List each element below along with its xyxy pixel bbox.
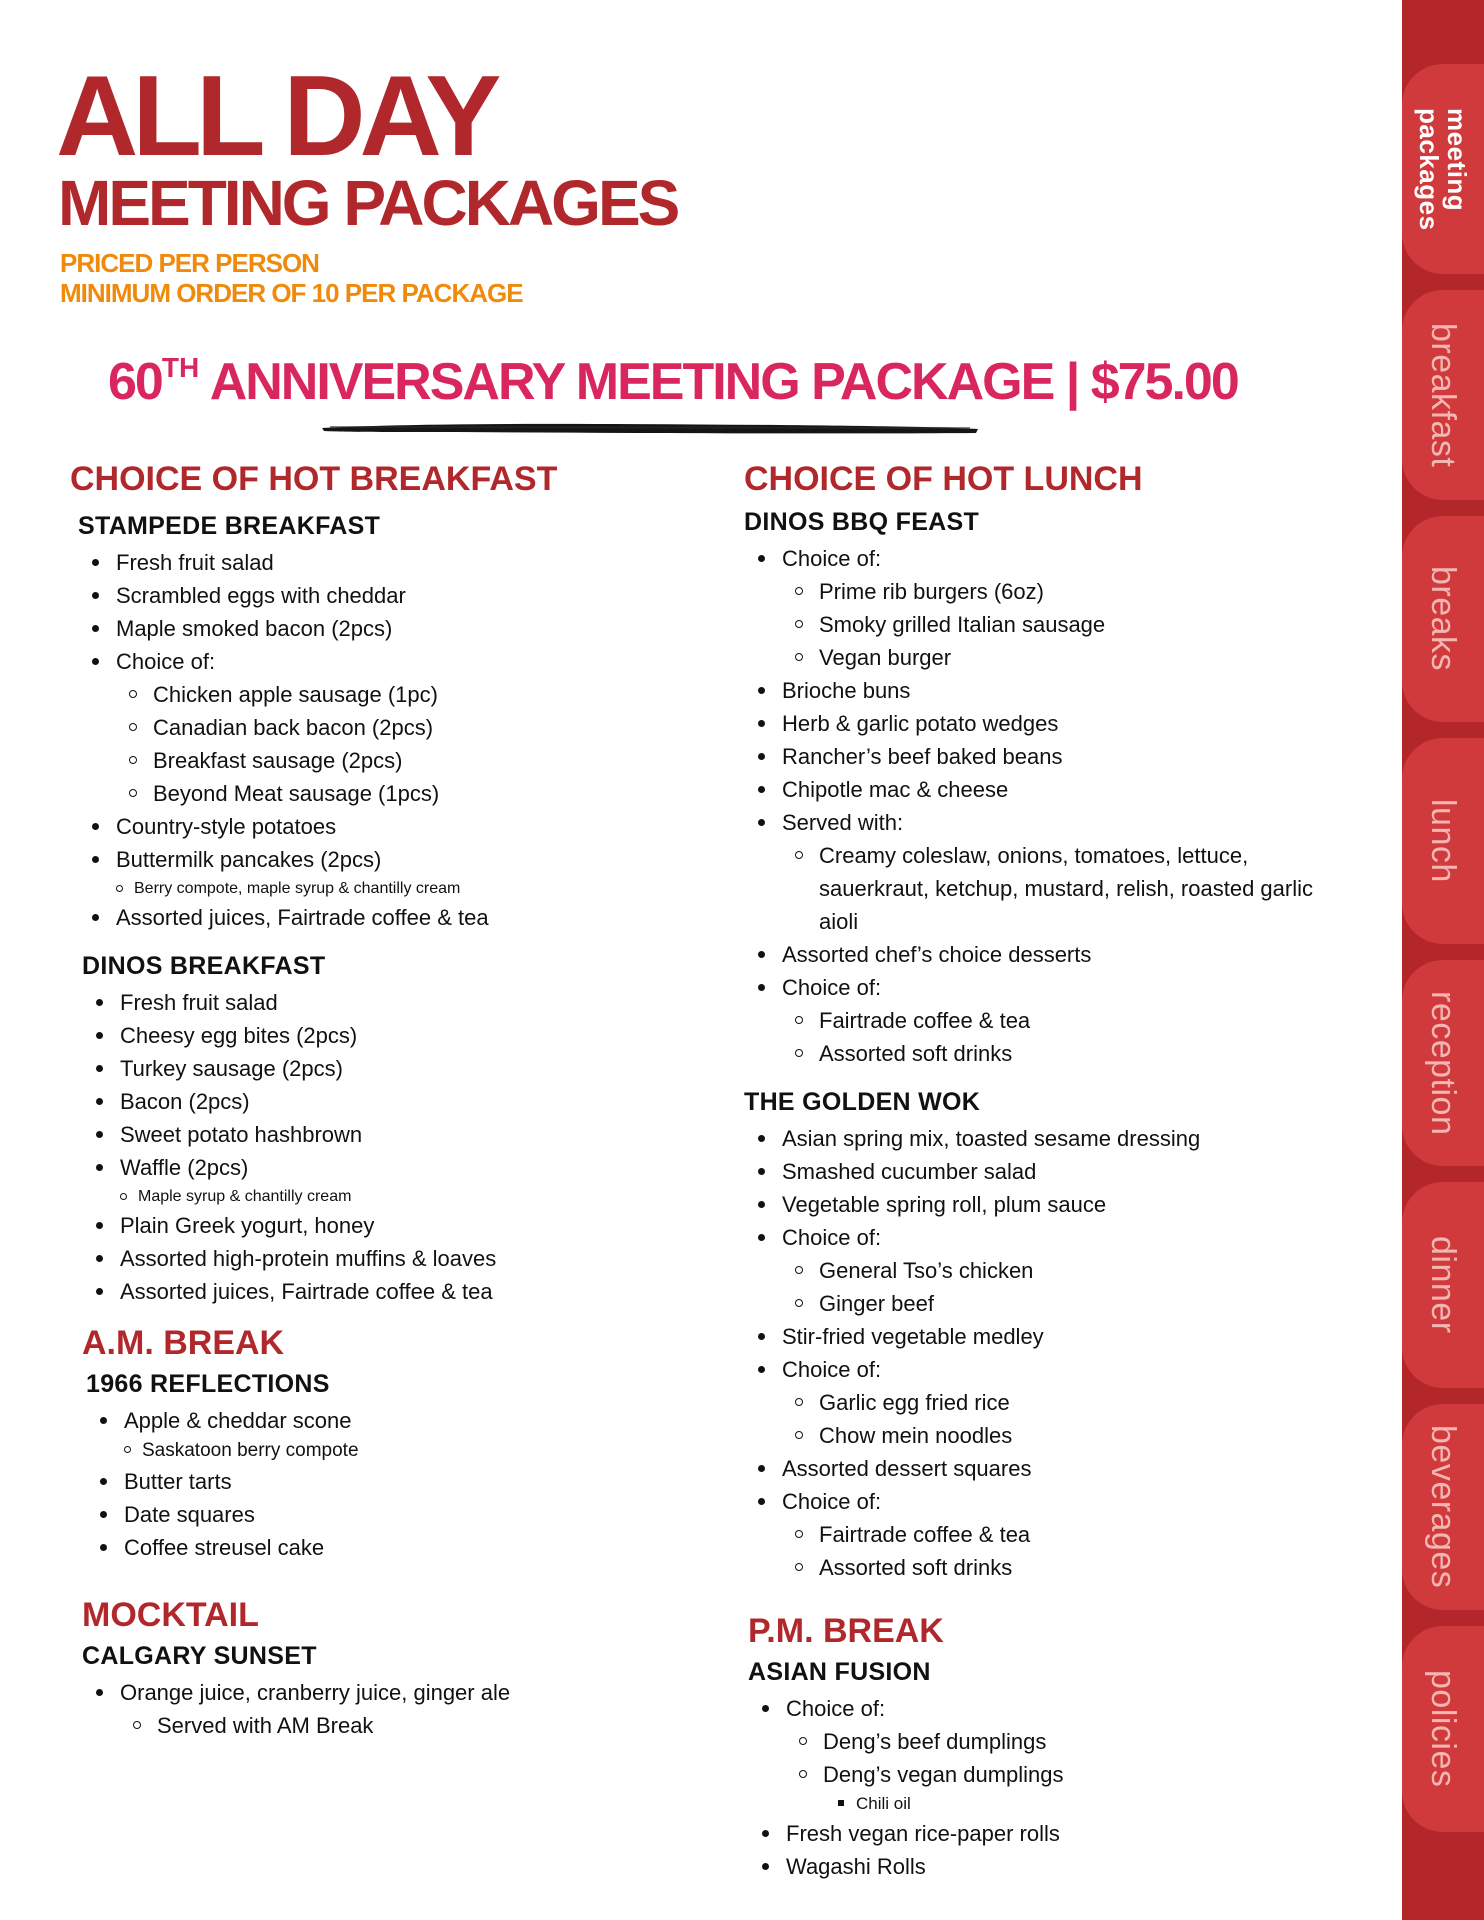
sub-item-list <box>744 839 1319 938</box>
package-title: CALGARY SUNSET <box>82 1642 317 1670</box>
pricing-note: PRICED PER PERSON <box>60 248 319 278</box>
list-item: Waffle (2pcs) <box>82 1151 670 1184</box>
package-title: ASIAN FUSION <box>748 1658 931 1686</box>
section-heading-pm-break: P.M. BREAK <box>748 1612 944 1650</box>
list-item: Fresh fruit salad <box>78 546 670 579</box>
item-list <box>78 810 670 876</box>
tab-label: breakfast <box>1424 322 1462 468</box>
item-list <box>744 938 1374 1004</box>
tab-reception[interactable] <box>1402 960 1484 1166</box>
list-item: Assorted high-protein muffins & loaves <box>82 1242 670 1275</box>
package-heading <box>108 352 1308 412</box>
tab-label: lunch <box>1424 799 1462 883</box>
sub-item-list <box>744 1386 1374 1452</box>
list-item: Butter tarts <box>86 1465 670 1498</box>
item-list <box>744 674 1374 839</box>
list-item: Vegetable spring roll, plum sauce <box>744 1188 1374 1221</box>
list-item: Brioche buns <box>744 674 1374 707</box>
sub-list-item: Chow mein noodles <box>744 1419 1374 1452</box>
item-list <box>82 1209 670 1308</box>
tab-meeting-packages[interactable] <box>1402 64 1484 274</box>
sub-list-item: Prime rib burgers (6oz) <box>744 575 1374 608</box>
stampede-breakfast <box>78 508 670 934</box>
tab-beverages[interactable] <box>1402 1404 1484 1610</box>
package-title: DINOS BBQ FEAST <box>744 508 980 536</box>
sub-list-item: Maple syrup & chantilly cream <box>82 1184 670 1209</box>
package-heading-text: ANNIVERSARY MEETING PACKAGE | $75.00 <box>199 353 1238 411</box>
list-item: Asian spring mix, toasted sesame dressing <box>744 1122 1374 1155</box>
sub-item-list <box>744 1518 1374 1584</box>
tab-breaks[interactable] <box>1402 516 1484 722</box>
am-break <box>82 1320 670 1564</box>
sub-item-list <box>744 1254 1374 1320</box>
list-item: Turkey sausage (2pcs) <box>82 1052 670 1085</box>
item-list <box>82 986 670 1184</box>
sub-list-item: Saskatoon berry compote <box>86 1437 670 1465</box>
sub-list-item: Creamy coleslaw, onions, tomatoes, lettuce, sauerkraut, ketchup, mustard, relish, roasted garlic aioli <box>744 839 1319 938</box>
sub-list-item: General Tso’s chicken <box>744 1254 1374 1287</box>
list-item: Choice of: <box>744 542 1374 575</box>
dinos-breakfast <box>82 948 670 1308</box>
sub-list-item: Deng’s vegan dumplings <box>748 1758 1374 1791</box>
item-list <box>744 1452 1374 1518</box>
section-heading-mocktail: MOCKTAIL <box>82 1596 259 1634</box>
brush-underline <box>320 418 980 438</box>
sub-item-list <box>744 575 1374 674</box>
sub-list-item: Assorted soft drinks <box>744 1551 1374 1584</box>
list-item <box>78 645 670 678</box>
mocktail <box>82 1592 670 1742</box>
list-item: Bacon (2pcs) <box>82 1085 670 1118</box>
list-item: Choice of: <box>748 1692 1374 1725</box>
sub-item-list <box>78 678 670 810</box>
list-item: Assorted chef’s choice desserts <box>744 938 1374 971</box>
list-item: Cheesy egg bites (2pcs) <box>82 1019 670 1052</box>
section-heading-hot-lunch: CHOICE OF HOT LUNCH <box>744 460 1143 498</box>
section-heading-am-break: A.M. BREAK <box>82 1324 285 1362</box>
package-title: STAMPEDE BREAKFAST <box>78 512 381 540</box>
page-title: ALL DAY <box>56 53 496 180</box>
tab-label: dinner <box>1424 1236 1462 1334</box>
sub-list-item: Canadian back bacon (2pcs) <box>78 711 670 744</box>
tab-label: reception <box>1424 990 1462 1136</box>
list-item: Date squares <box>86 1498 670 1531</box>
sub-list-item: Garlic egg fried rice <box>744 1386 1374 1419</box>
section-heading-hot-breakfast: CHOICE OF HOT BREAKFAST <box>70 460 558 498</box>
tab-breakfast[interactable] <box>1402 290 1484 500</box>
left-column <box>70 456 670 1742</box>
item-list <box>86 1404 670 1437</box>
list-item: Coffee streusel cake <box>86 1531 670 1564</box>
list-item: Chipotle mac & cheese <box>744 773 1374 806</box>
sub-sub-item-list <box>748 1791 1374 1817</box>
sub-list-item: Deng’s beef dumplings <box>748 1725 1374 1758</box>
list-item: Fresh vegan rice-paper rolls <box>748 1817 1374 1850</box>
item-list <box>82 1676 670 1709</box>
item-list <box>748 1692 1374 1725</box>
package-title: THE GOLDEN WOK <box>744 1088 981 1116</box>
sub-item-list <box>82 1184 670 1209</box>
sub-sub-list-item: Chili oil <box>748 1791 1374 1817</box>
tab-label: policies <box>1424 1670 1462 1788</box>
sub-list-item: Vegan burger <box>744 641 1374 674</box>
list-item: Rancher’s beef baked beans <box>744 740 1374 773</box>
list-item: Smashed cucumber salad <box>744 1155 1374 1188</box>
package-heading-number: 60 <box>108 353 162 411</box>
list-item: Choice of: <box>744 1353 1374 1386</box>
bbq-feast <box>744 504 1374 1070</box>
list-item: Herb & garlic potato wedges <box>744 707 1374 740</box>
tab-label: beverages <box>1424 1425 1462 1589</box>
list-item: Maple smoked bacon (2pcs) <box>78 612 670 645</box>
list-item: Choice of: <box>744 1485 1374 1518</box>
tab-policies[interactable] <box>1402 1626 1484 1832</box>
list-item: Apple & cheddar scone <box>86 1404 670 1437</box>
sub-list-item: Fairtrade coffee & tea <box>744 1004 1374 1037</box>
tab-label: meeting packages <box>1414 107 1472 231</box>
list-item: Plain Greek yogurt, honey <box>82 1209 670 1242</box>
golden-wok <box>744 1084 1374 1584</box>
item-list <box>744 1320 1374 1386</box>
item-list <box>78 546 670 678</box>
item-list <box>86 1465 670 1564</box>
sub-item-list <box>744 1004 1374 1070</box>
sub-list-item: Beyond Meat sausage (1pcs) <box>78 777 670 810</box>
list-item: Fresh fruit salad <box>82 986 670 1019</box>
item-list <box>748 1817 1374 1883</box>
list-item: Sweet potato hashbrown <box>82 1118 670 1151</box>
sub-list-item: Assorted soft drinks <box>744 1037 1374 1070</box>
sub-item-list <box>78 876 670 901</box>
list-item: Assorted juices, Fairtrade coffee & tea <box>78 901 670 934</box>
package-title: 1966 REFLECTIONS <box>86 1370 330 1398</box>
sub-list-item: Fairtrade coffee & tea <box>744 1518 1374 1551</box>
list-item: Assorted juices, Fairtrade coffee & tea <box>82 1275 670 1308</box>
list-item: Choice of: <box>744 971 1374 1004</box>
item-list <box>744 1122 1374 1254</box>
list-item: Country-style potatoes <box>78 810 670 843</box>
sub-item-list <box>748 1725 1374 1791</box>
tab-dinner[interactable] <box>1402 1182 1484 1388</box>
sub-list-item: Chicken apple sausage (1pc) <box>78 678 670 711</box>
list-item: Stir-fried vegetable medley <box>744 1320 1374 1353</box>
page-subtitle: MEETING PACKAGES <box>58 167 678 239</box>
sub-list-item: Smoky grilled Italian sausage <box>744 608 1374 641</box>
list-item: Wagashi Rolls <box>748 1850 1374 1883</box>
item-list <box>78 901 670 934</box>
sub-item-list <box>82 1709 670 1742</box>
tab-lunch[interactable] <box>1402 738 1484 944</box>
sub-list-item: Berry compote, maple syrup & chantilly cream <box>78 876 670 901</box>
package-title: DINOS BREAKFAST <box>82 952 326 980</box>
list-item: Served with: <box>744 806 1374 839</box>
list-item: Choice of: <box>744 1221 1374 1254</box>
item-list <box>744 542 1374 575</box>
list-item: Assorted dessert squares <box>744 1452 1374 1485</box>
sub-list-item: Breakfast sausage (2pcs) <box>78 744 670 777</box>
list-item: Orange juice, cranberry juice, ginger ale <box>82 1676 670 1709</box>
sub-item-list <box>86 1437 670 1465</box>
right-column <box>744 456 1374 1883</box>
tab-label: breaks <box>1424 566 1462 672</box>
sub-list-item: Ginger beef <box>744 1287 1374 1320</box>
package-heading-suffix: TH <box>161 352 200 383</box>
list-item: Scrambled eggs with cheddar <box>78 579 670 612</box>
sub-list-item: Served with AM Break <box>82 1709 670 1742</box>
minimum-order-note: MINIMUM ORDER OF 10 PER PACKAGE <box>60 278 523 308</box>
list-item: Buttermilk pancakes (2pcs) <box>78 843 670 876</box>
pm-break <box>748 1608 1374 1883</box>
list-item-text: Choice of: <box>116 649 216 674</box>
